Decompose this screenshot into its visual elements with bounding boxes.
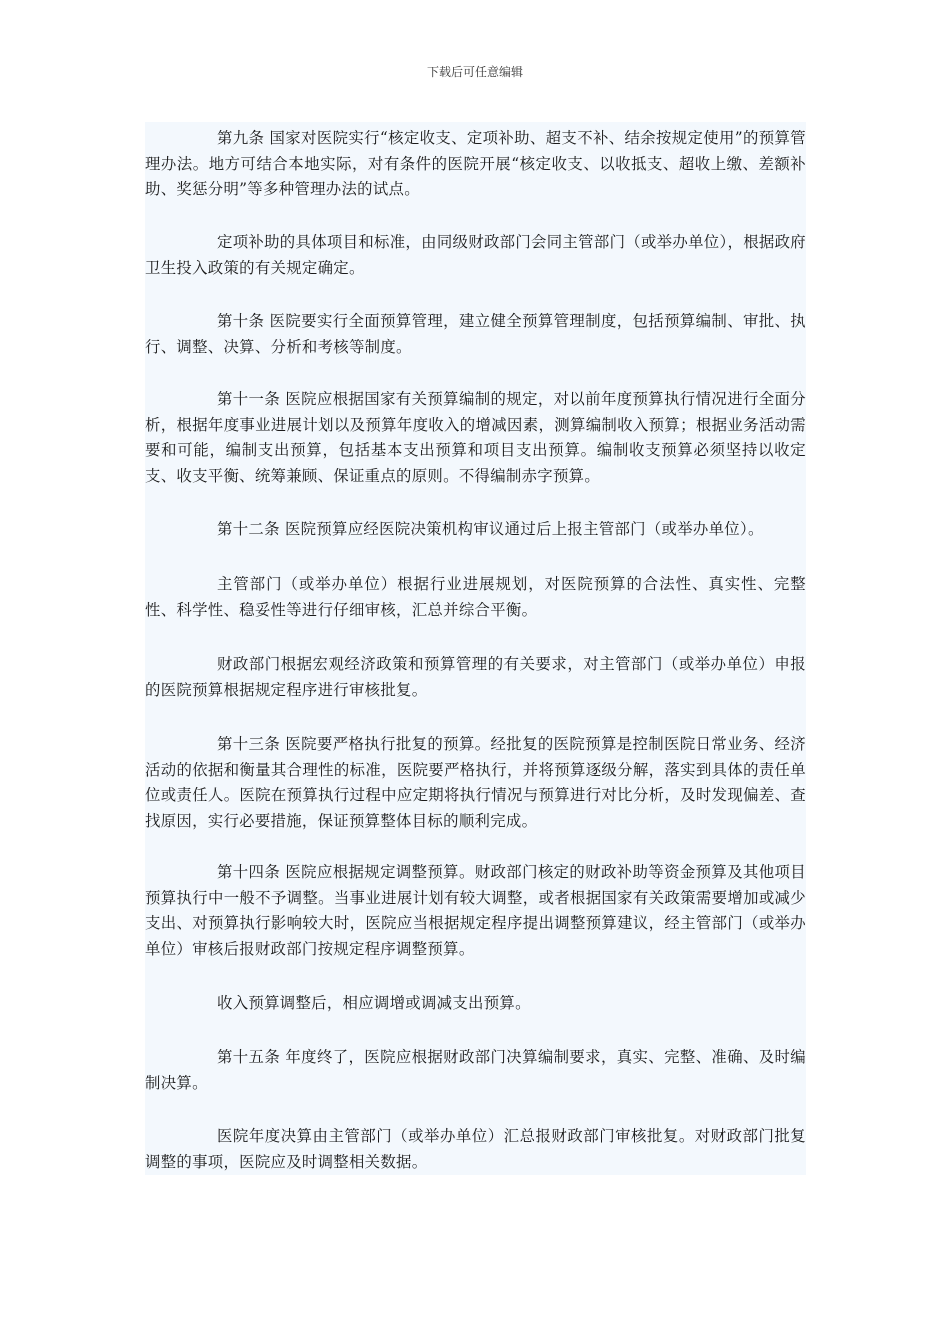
paragraph-final-accounts: 医院年度决算由主管部门（或举办单位）汇总报财政部门审核批复。对财政部门批复调整的事项，医院应及时调整相关数据。 bbox=[145, 1127, 806, 1171]
paragraph-article-12: 第十二条 医院预算应经医院决策机构审议通过后上报主管部门（或举办单位）。 bbox=[217, 520, 764, 538]
document-body bbox=[145, 122, 806, 1175]
paragraph-revenue-adjustment: 收入预算调整后，相应调增或调减支出预算。 bbox=[217, 994, 531, 1012]
paragraph-fixed-subsidy: 定项补助的具体项目和标准，由同级财政部门会同主管部门（或举办单位），根据政府卫生投入政策的有关规定确定。 bbox=[145, 233, 806, 277]
paragraph-article-14: 第十四条 医院应根据规定调整预算。财政部门核定的财政补助等资金预算及其他项目预算执行中一般不予调整。当事业进展计划有较大调整，或者根据国家有关政策需要增加或减少支出、对预算执行影响较大时，医院应当根据规定程序提出调整预算建议，经主管部门（或举办单位）审核后报财政部门按规定程序调整预算。 bbox=[145, 863, 806, 958]
paragraph-article-13: 第十三条 医院要严格执行批复的预算。经批复的医院预算是控制医院日常业务、经济活动的依据和衡量其合理性的标准，医院要严格执行，并将预算逐级分解，落实到具体的责任单位或责任人。医院在预算执行过程中应定期将执行情况与预算进行对比分析，及时发现偏差、查找原因，实行必要措施，保证预算整体目标的顺利完成。 bbox=[145, 735, 806, 830]
paragraph-article-11: 第十一条 医院应根据国家有关预算编制的规定，对以前年度预算执行情况进行全面分析，根据年度事业进展计划以及预算年度收入的增减因素，测算编制收入预算；根据业务活动需要和可能，编制支出预算，包括基本支出预算和项目支出预算。编制收支预算必须坚持以收定支、收支平衡、统筹兼顾、保证重点的原则。不得编制赤字预算。 bbox=[145, 390, 806, 485]
paragraph-finance-approval: 财政部门根据宏观经济政策和预算管理的有关要求，对主管部门（或举办单位）申报的医院预算根据规定程序进行审核批复。 bbox=[145, 655, 806, 699]
paragraph-article-10: 第十条 医院要实行全面预算管理，建立健全预算管理制度，包括预算编制、审批、执行、调整、决算、分析和考核等制度。 bbox=[145, 312, 806, 356]
paragraph-article-15: 第十五条 年度终了，医院应根据财政部门决算编制要求，真实、完整、准确、及时编制决算。 bbox=[145, 1048, 806, 1092]
paragraph-authority-review: 主管部门（或举办单位）根据行业进展规划，对医院预算的合法性、真实性、完整性、科学性、稳妥性等进行仔细审核，汇总并综合平衡。 bbox=[145, 575, 806, 619]
paragraph-article-9: 第九条 国家对医院实行“核定收支、定项补助、超支不补、结余按规定使用”的预算管理办法。地方可结合本地实际，对有条件的医院开展“核定收支、以收抵支、超收上缴、差额补助、奖惩分明”等多种管理办法的试点。 bbox=[145, 129, 806, 198]
page-header: 下载后可任意编辑 bbox=[426, 65, 523, 79]
